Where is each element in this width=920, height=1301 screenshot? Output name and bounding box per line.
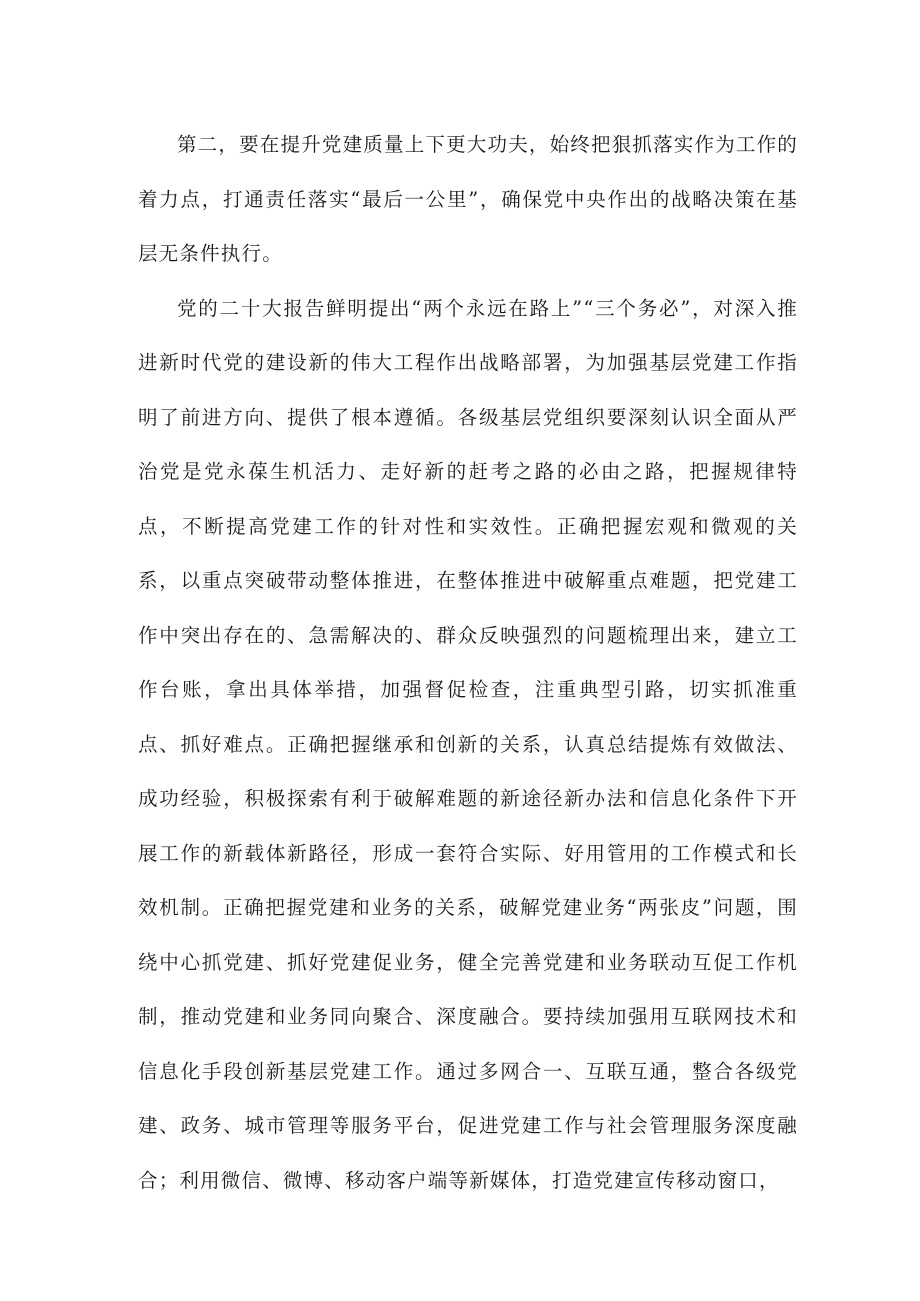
- document-body: [138, 118, 798, 1208]
- paragraph: 党的二十大报告鲜明提出“两个永远在路上”“三个务必”，对深入推进新时代党的建设新的伟大工程作出战略部署，为加强基层党建工作指明了前进方向、提供了根本遵循。各级基层党组织要深刻认识全面从严治党是党永葆生机活力、走好新的赶考之路的必由之路，把握规律特点，不断提高党建工作的针对性和实效性。正确把握宏观和微观的关系，以重点突破带动整体推进，在整体推进中破解重点难题，把党建工作中突出存在的、急需解决的、群众反映强烈的问题梳理出来，建立工作台账，拿出具体举措，加强督促检查，注重典型引路，切实抓准重点、抓好难点。正确把握继承和创新的关系，认真总结提炼有效做法、成功经验，积极探索有利于破解难题的新途径新办法和信息化条件下开展工作的新载体新路径，形成一套符合实际、好用管用的工作模式和长效机制。正确把握党建和业务的关系，破解党建业务“两张皮”问题，围绕中心抓党建、抓好党建促业务，健全完善党建和业务联动互促工作机制，推动党建和业务同向聚合、深度融合。要持续加强用互联网技术和信息化手段创新基层党建工作。通过多网合一、互联互通，整合各级党建、政务、城市管理等服务平台，促进党建工作与社会管理服务深度融合；利用微信、微博、移动客户端等新媒体，打造党建宣传移动窗口，: [138, 296, 798, 1192]
- paragraph: 第二，要在提升党建质量上下更大功夫，始终把狠抓落实作为工作的着力点，打通责任落实“最后一公里”，确保党中央作出的战略决策在基层无条件执行。: [138, 133, 799, 265]
